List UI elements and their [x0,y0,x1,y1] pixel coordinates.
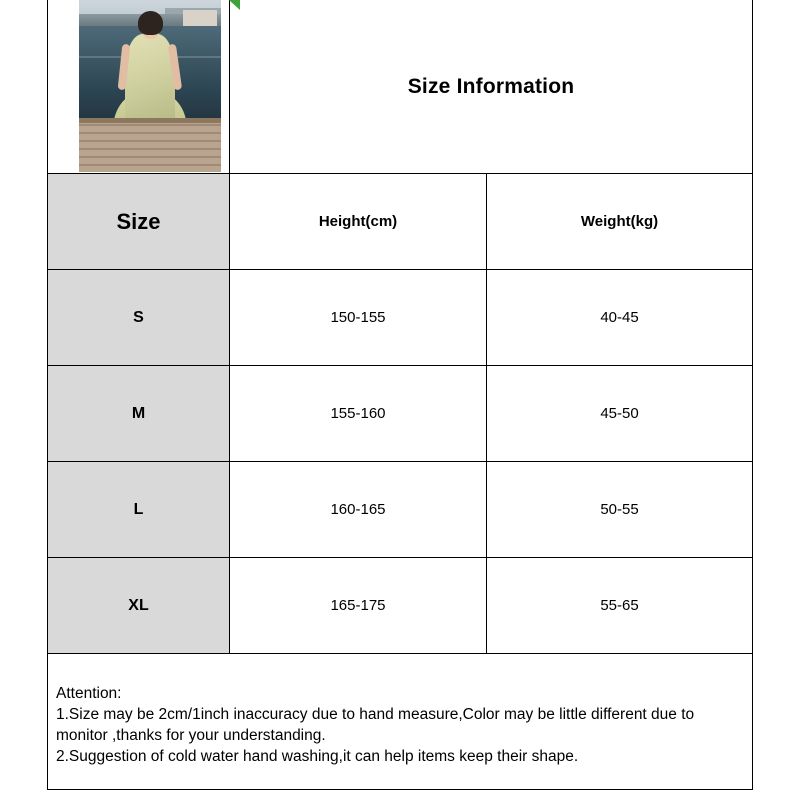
attention-line-1: 1.Size may be 2cm/1inch inaccuracy due to hand measure,Color may be little different due to monitor ,thanks for your understanding. [56,705,695,744]
chart-title-cell [230,0,752,173]
product-photo-cell [48,0,230,173]
page-title: Size Information [407,74,575,98]
cell-height: 155-160 [230,366,487,461]
cell-weight: 55-65 [487,558,752,653]
photo-model-hair [138,11,163,35]
table-row [48,462,752,558]
attention-block [48,677,752,790]
table-row [48,366,752,462]
column-header-height: Height(cm) [230,174,487,269]
photo-dock [79,118,221,172]
table-row [48,558,752,654]
attention-heading: Attention: [56,684,122,702]
attention-line-2: 2.Suggestion of cold water hand washing,it can help items keep their shape. [56,747,579,765]
cell-size: M [48,366,230,461]
cell-weight: 45-50 [487,366,752,461]
table-row [48,270,752,366]
photo-dock-edge [79,118,221,123]
cell-weight: 40-45 [487,270,752,365]
cell-height: 165-175 [230,558,487,653]
cell-height: 160-165 [230,462,487,557]
column-header-weight: Weight(kg) [487,174,752,269]
size-chart [47,0,753,790]
cell-weight: 50-55 [487,462,752,557]
product-photo-image [79,0,221,172]
table-header-row [48,174,752,270]
cell-size: XL [48,558,230,653]
cell-height: 150-155 [230,270,487,365]
column-header-size: Size [48,174,230,269]
chart-header-band [48,0,752,174]
cell-size: L [48,462,230,557]
cell-size: S [48,270,230,365]
size-table [48,174,752,677]
